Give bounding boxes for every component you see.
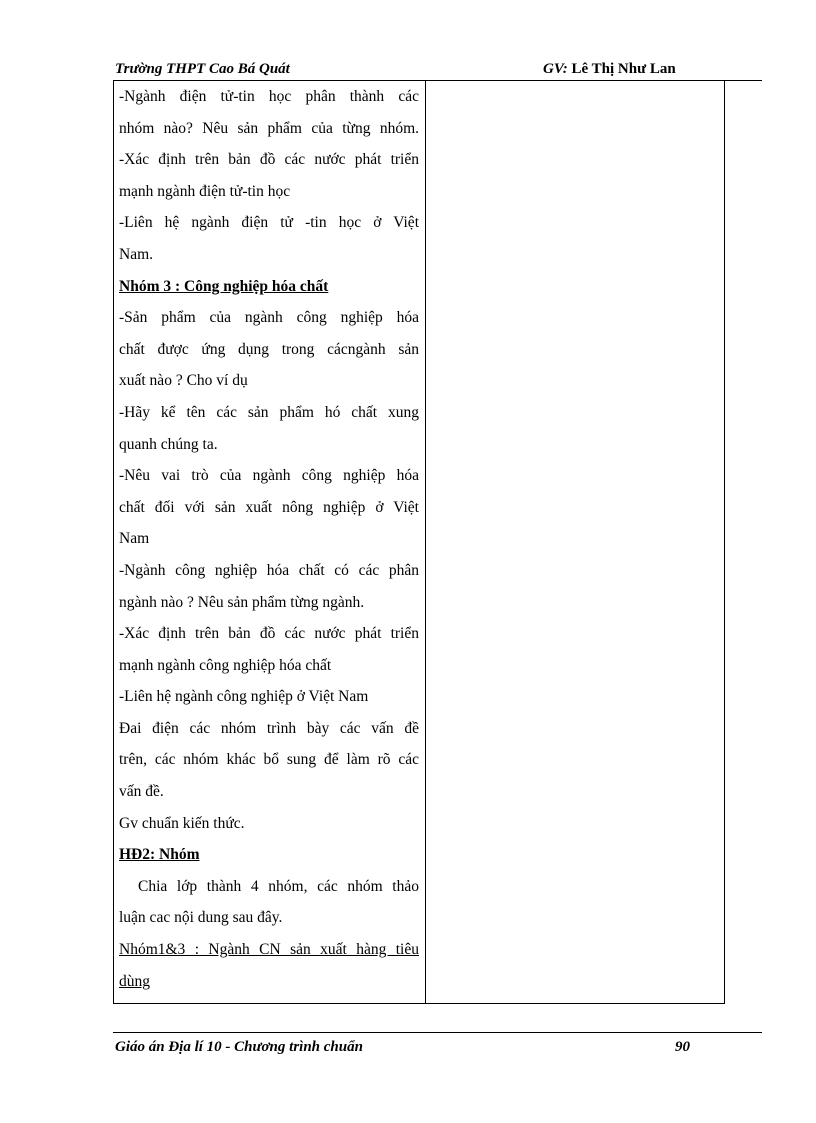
text-line: Gv chuẩn kiến thức.	[119, 814, 245, 832]
text-line: -Nêu vai trò của ngành công nghiệp hóa	[119, 467, 419, 485]
activity-column	[119, 81, 419, 997]
text-line: vấn đề.	[119, 783, 164, 801]
text-line: xuất nào ? Cho ví dụ	[119, 372, 248, 390]
text-line: quanh chúng ta.	[119, 435, 218, 453]
page-number: 90	[675, 1039, 690, 1055]
group13-heading: Nhóm1&3 : Ngành CN sản xuất hàng tiêu	[119, 941, 419, 959]
header-teacher	[543, 61, 676, 78]
activity2-heading: HĐ2: Nhóm	[119, 846, 200, 864]
text-line: Chia lớp thành 4 nhóm, các nhóm thảo	[138, 877, 419, 895]
footer-rule	[113, 1032, 762, 1033]
text-line: mạnh ngành công nghiệp hóa chất	[119, 656, 332, 674]
footer-title: Giáo án Địa lí 10 - Chương trình chuẩn	[115, 1039, 363, 1055]
column-divider	[425, 81, 426, 1004]
text-line: ngành nào ? Nêu sản phẩm từng ngành.	[119, 593, 365, 611]
header-teacher-name: Lê Thị Như Lan	[571, 61, 676, 77]
text-line: chất được ứng dụng trong cácngành sản	[119, 340, 419, 358]
text-line: luận cac nội dung sau đây.	[119, 909, 283, 927]
text-line: Nam.	[119, 245, 154, 263]
text-line: trên, các nhóm khác bổ sung để làm rõ các	[119, 751, 419, 769]
text-line: dùng	[119, 972, 150, 990]
group3-heading: Nhóm 3 : Công nghiệp hóa chất	[119, 277, 329, 295]
text-line: Nam	[119, 530, 150, 548]
text-line: nhóm nào? Nêu sản phẩm của từng nhóm.	[119, 119, 419, 137]
text-line: -Sản phẩm của ngành công nghiệp hóa	[119, 309, 419, 327]
text-line: -Xác định trên bản đồ các nước phát triển	[119, 625, 419, 643]
text-line: -Xác định trên bản đồ các nước phát triển	[119, 151, 419, 169]
text-line: -Liên hệ ngành điện tử -tin học ở Việt	[119, 214, 419, 232]
header-school: Trường THPT Cao Bá Quát	[115, 61, 290, 77]
text-line: -Ngành công nghiệp hóa chất có các phân	[119, 561, 419, 579]
text-line: -Liên hệ ngành công nghiệp ở Việt Nam	[119, 688, 369, 706]
text-line: mạnh ngành điện tử-tin học	[119, 182, 291, 200]
text-line: chất đối với sản xuất nông nghiệp ở Việt	[119, 498, 419, 516]
text-line: -Hãy kể tên các sản phẩm hó chất xung	[119, 403, 419, 421]
text-line: Đai điện các nhóm trình bày các vấn đề	[119, 719, 419, 737]
header-teacher-label: GV:	[543, 61, 568, 77]
text-line: -Ngành điện tử-tin học phân thành các	[119, 88, 419, 105]
